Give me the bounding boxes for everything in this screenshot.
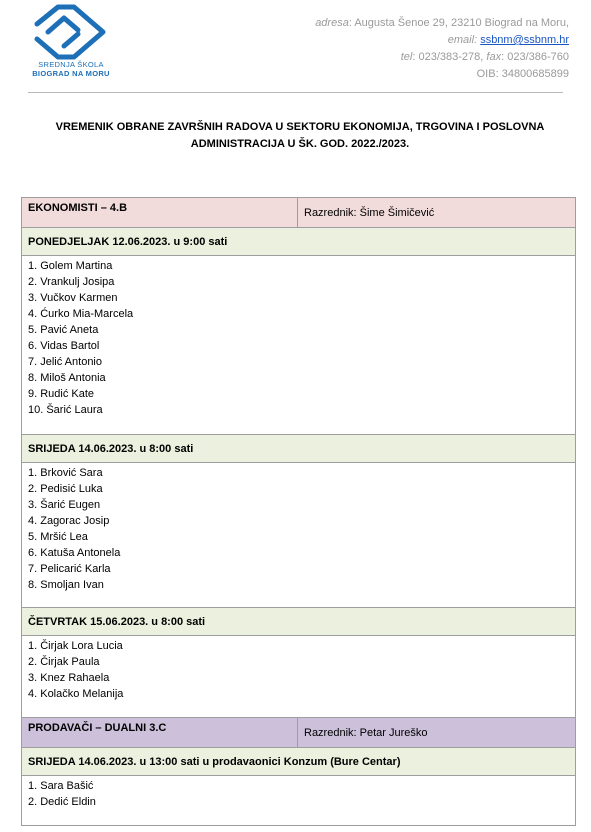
session-header-row xyxy=(22,228,576,256)
logo-line-1: SREDNJA ŠKOLA xyxy=(38,60,104,69)
student-entry: 4. Ćurko Mia-Marcela xyxy=(28,308,134,320)
tel-value: 023/383-278, xyxy=(418,51,484,63)
group-homeroom-teacher: Razrednik: Šime Šimičević xyxy=(298,198,576,228)
group-header-row xyxy=(22,718,576,748)
student-entry: 5. Pavić Aneta xyxy=(28,324,99,336)
student-list-row xyxy=(22,256,576,435)
group-name: EKONOMISTI – 4.B xyxy=(22,198,298,228)
student-entry: 3. Knez Rahaela xyxy=(28,672,110,684)
student-entry: 1. Čirjak Lora Lucia xyxy=(28,640,123,652)
logo-line-2: BIOGRAD NA MORU xyxy=(32,69,110,78)
student-entry: 6. Vidas Bartol xyxy=(28,340,100,352)
student-entry: 8. Miloš Antonia xyxy=(28,372,106,384)
student-list-row xyxy=(22,463,576,608)
oib-value: 34800685899 xyxy=(501,68,569,80)
session-label: SRIJEDA 14.06.2023. u 13:00 sati u prodavaonici Konzum (Bure Centar) xyxy=(22,748,576,776)
student-entry: 3. Šarić Eugen xyxy=(28,499,101,511)
session-label: PONEDJELJAK 12.06.2023. u 9:00 sati xyxy=(22,228,576,256)
student-entry: 2. Pedisić Luka xyxy=(28,483,103,495)
student-entry: 7. Jelić Antonio xyxy=(28,356,102,368)
student-entry: 2. Vrankulj Josipa xyxy=(28,276,115,288)
student-list xyxy=(22,463,576,608)
student-list xyxy=(22,636,576,718)
fax-value: 023/386-760 xyxy=(507,51,569,63)
student-entry: 1. Brković Sara xyxy=(28,467,103,479)
phone-line: tel: 023/383-278, fax: 023/386-760 xyxy=(400,51,569,63)
student-entry: 10. Šarić Laura xyxy=(28,404,103,416)
student-entry: 6. Katuša Antonela xyxy=(28,547,121,559)
email-line xyxy=(315,32,569,49)
fax-label: fax xyxy=(486,51,502,63)
school-logo-icon xyxy=(28,4,114,60)
email-label: email: xyxy=(447,34,478,46)
student-list-row xyxy=(22,776,576,826)
student-entry: 2. Čirjak Paula xyxy=(28,656,100,668)
session-header-row xyxy=(22,608,576,636)
group-name: PRODAVAČI – DUALNI 3.C xyxy=(22,718,298,748)
student-entry: 4. Kolačko Melanija xyxy=(28,688,124,700)
session-header-row xyxy=(22,435,576,463)
title-line-2: ADMINISTRACIJA U ŠK. GOD. 2022./2023. xyxy=(190,138,410,150)
student-list xyxy=(22,776,576,826)
address-line: adresa: Augusta Šenoe 29, 23210 Biograd na Moru, xyxy=(315,17,569,29)
student-entry: 2. Dedić Eldin xyxy=(28,796,96,808)
header-divider xyxy=(28,92,563,93)
address-label: adresa xyxy=(315,17,349,29)
schedule-table xyxy=(21,197,576,826)
tel-label: tel xyxy=(400,51,413,63)
session-label: ČETVRTAK 15.06.2023. u 8:00 sati xyxy=(22,608,576,636)
address-value: Augusta Šenoe 29, 23210 Biograd na Moru, xyxy=(354,17,569,29)
oib-label: OIB: xyxy=(476,68,499,80)
student-entry: 3. Vučkov Karmen xyxy=(28,292,118,304)
student-entry: 4. Zagorac Josip xyxy=(28,515,110,527)
logo-wordmark xyxy=(28,60,114,78)
student-entry: 8. Smoljan Ivan xyxy=(28,579,104,591)
page-title xyxy=(40,119,560,153)
student-entry: 1. Golem Martina xyxy=(28,260,113,272)
student-entry: 7. Pelicarić Karla xyxy=(28,563,111,575)
group-header-row xyxy=(22,198,576,228)
contact-block xyxy=(315,15,569,83)
school-logo xyxy=(28,4,114,80)
student-list-row xyxy=(22,636,576,718)
email-link[interactable]: ssbnm@ssbnm.hr xyxy=(480,34,569,46)
student-entry: 1. Sara Bašić xyxy=(28,780,94,792)
student-entry: 5. Mršić Lea xyxy=(28,531,88,543)
student-list xyxy=(22,256,576,435)
student-entry: 9. Rudić Kate xyxy=(28,388,95,400)
oib-line xyxy=(315,66,569,83)
session-label: SRIJEDA 14.06.2023. u 8:00 sati xyxy=(22,435,576,463)
session-header-row xyxy=(22,748,576,776)
group-homeroom-teacher: Razrednik: Petar Jureško xyxy=(298,718,576,748)
title-line-1: VREMENIK OBRANE ZAVRŠNIH RADOVA U SEKTORU EKONOMIJA, TRGOVINA I POSLOVNA xyxy=(55,121,545,133)
